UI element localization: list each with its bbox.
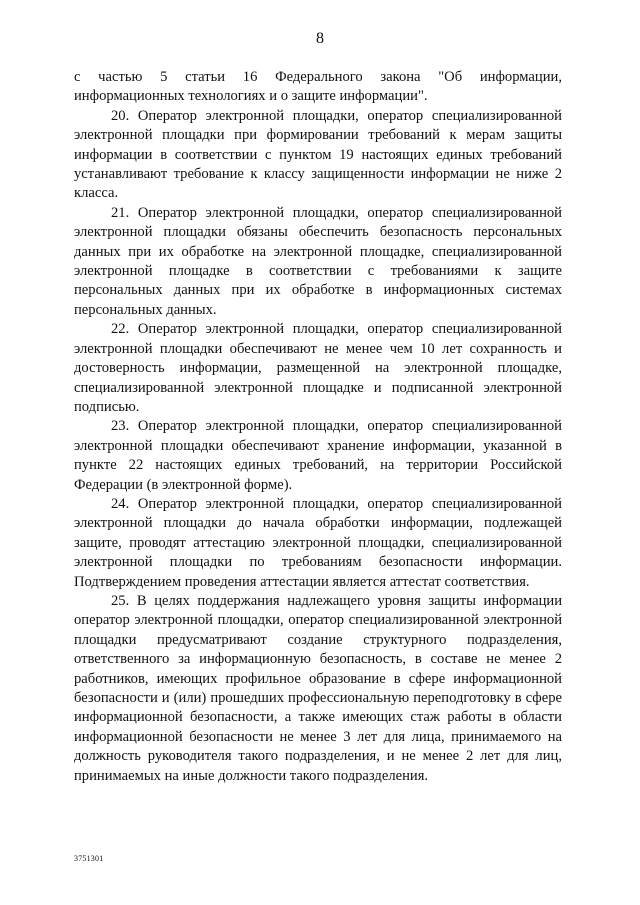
- paragraph-24: 24. Оператор электронной площадки, оператор специализированной электронной площадки до начала обработки информации, подлежащей защите, проводят аттестацию электронной площадки, специализированной электронной площадки по требованиям безопасности информации. Подтверждением проведения аттестации является аттестат соответствия.: [74, 495, 562, 590]
- paragraph-25: 25. В целях поддержания надлежащего уровня защиты информации оператор электронной площадки, оператор специализированной электронной площадки предусматривают создание структурного подразделения, ответственного за информационную безопасность, в составе не менее 2 работников, имеющих профильное образование в сфере информационной безопасности и (или) прошедших профессиональную переподготовку в сфере информационной безопасности, а также имеющих стаж работы в области информационной безопасности не менее 3 лет для лица, принимаемого на должность руководителя такого подразделения, и не менее 2 лет для лиц, принимаемых на иные должности такого подразделения.: [74, 592, 562, 784]
- document-code: 3751301: [74, 854, 104, 863]
- paragraph-20: 20. Оператор электронной площадки, оператор специализированной электронной площадки при формировании требований к мерам защиты информации в соответствии с пунктом 19 настоящих единых требований устанавливают требование к классу защищенности информации не ниже 2 класса.: [74, 107, 562, 202]
- paragraph-21: 21. Оператор электронной площадки, оператор специализированной электронной площадки обязаны обеспечить безопасность персональных данных при их обработке на электронной площадке, специализированной электронной площадке в соответствии с требованиями к защите персональных данных при их обработке в информационных системах персональных данных.: [74, 204, 562, 318]
- paragraph-continuation: с частью 5 статьи 16 Федерального закона "Об информации, информационных технологиях и о защите информации".: [74, 69, 562, 105]
- document-body: [74, 68, 562, 786]
- paragraph-22: 22. Оператор электронной площадки, оператор специализированной электронной площадки обеспечивают не менее чем 10 лет сохранность и достоверность информации, размещенной на электронной площадке, специализированной электронной площадке и подписанной электронной подписью.: [74, 321, 562, 415]
- page-number: 8: [316, 30, 324, 47]
- paragraph-23: 23. Оператор электронной площадки, оператор специализированной электронной площадки обеспечивают хранение информации, указанной в пункте 22 настоящих единых требований, на территории Российской Федерации (в электронной форме).: [74, 418, 562, 493]
